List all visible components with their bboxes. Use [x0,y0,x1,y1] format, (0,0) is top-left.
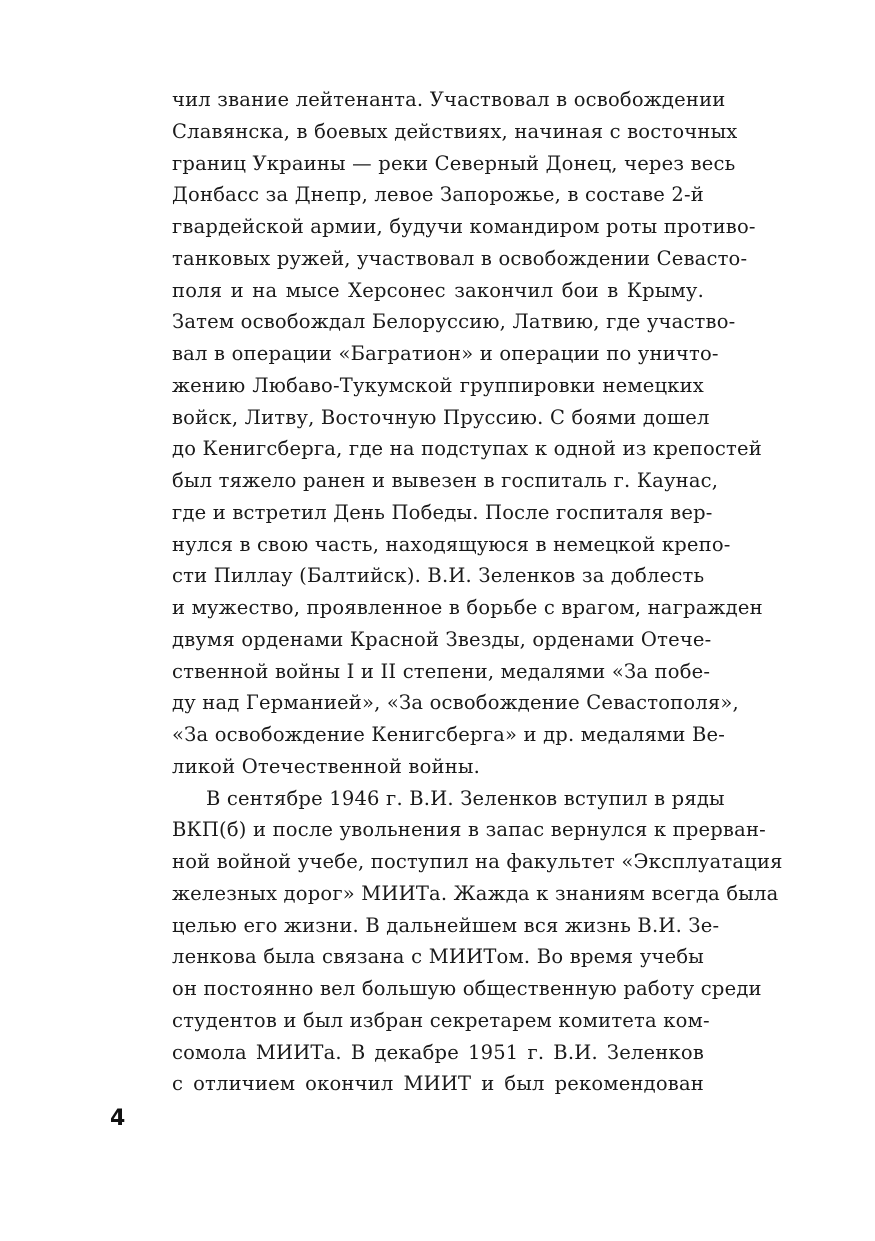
text-line: «За освобождение Кенигсберга» и др. медалями Ве- [172,723,726,746]
text-line: до Кенигсберга, где на подступах к одной из крепостей [172,437,762,461]
text-line: нулся в свою часть, находящуюся в немецкой крепо- [172,532,731,556]
text-line: ленкова была связана с МИИТом. Во время учебы [172,945,704,969]
text-line: ВКП(б) и после увольнения в запас вернулся к прерван- [172,818,766,842]
text-line: Славянска, в боевых действиях, начиная с восточных [172,119,738,143]
text-line: ной войной учебе, поступил на факультет «Эксплуатация [172,850,783,873]
text-line: Затем освобождал Белоруссию, Латвию, где участво- [172,310,736,334]
text-line: ственной войны I и II степени, медалями «За побе- [172,659,711,683]
text-line: сти Пиллау (Балтийск). В.И. Зеленков за доблесть [172,564,705,588]
text-line: он постоянно вел большую общественную работу среди [172,977,762,1000]
text-line: с отличием окончил МИИТ и был рекомендован [172,1072,704,1096]
text-line: вал в операции «Багратион» и операции по уничто- [172,342,719,365]
text-line: войск, Литву, Восточную Пруссию. С боями дошел [172,405,710,429]
text-line: Донбасс за Днепр, левое Запорожье, в составе 2-й [172,183,704,207]
body-text [172,84,783,1100]
text-line: железных дорог» МИИТа. Жажда к знаниям всегда была [172,881,779,905]
text-line: гвардейской армии, будучи командиром роты противо- [172,215,756,238]
text-line: ду над Германией», «За освобождение Севастополя», [172,691,739,715]
text-line: границ Украины — реки Северный Донец, через весь [172,151,736,175]
text-line: студентов и был избран секретарем комитета ком- [172,1008,710,1032]
text-line: В сентябре 1946 г. В.И. Зеленков вступил в ряды [206,786,725,810]
page-number: 4 [110,1106,126,1131]
text-line: жению Любаво-Тукумской группировки немецких [172,373,704,397]
text-line: целью его жизни. В дальнейшем вся жизнь В.И. Зе- [172,913,720,937]
text-line: сомола МИИТа. В декабре 1951 г. В.И. Зеленков [172,1040,704,1064]
text-line: поля и на мысе Херсонес закончил бои в Крыму. [172,278,704,302]
text-line: двумя орденами Красной Звезды, орденами Отече- [172,627,712,651]
text-line: и мужество, проявленное в борьбе с врагом, награжден [172,596,763,619]
text-line: ликой Отечественной войны. [172,754,481,778]
text-line: был тяжело ранен и вывезен в госпиталь г. Каунас, [172,469,719,492]
text-line: чил звание лейтенанта. Участвовал в освобождении [172,88,726,111]
text-line: танковых ружей, участвовал в освобождении Севасто- [172,246,748,270]
text-line: где и встретил День Победы. После госпиталя вер- [172,500,713,524]
